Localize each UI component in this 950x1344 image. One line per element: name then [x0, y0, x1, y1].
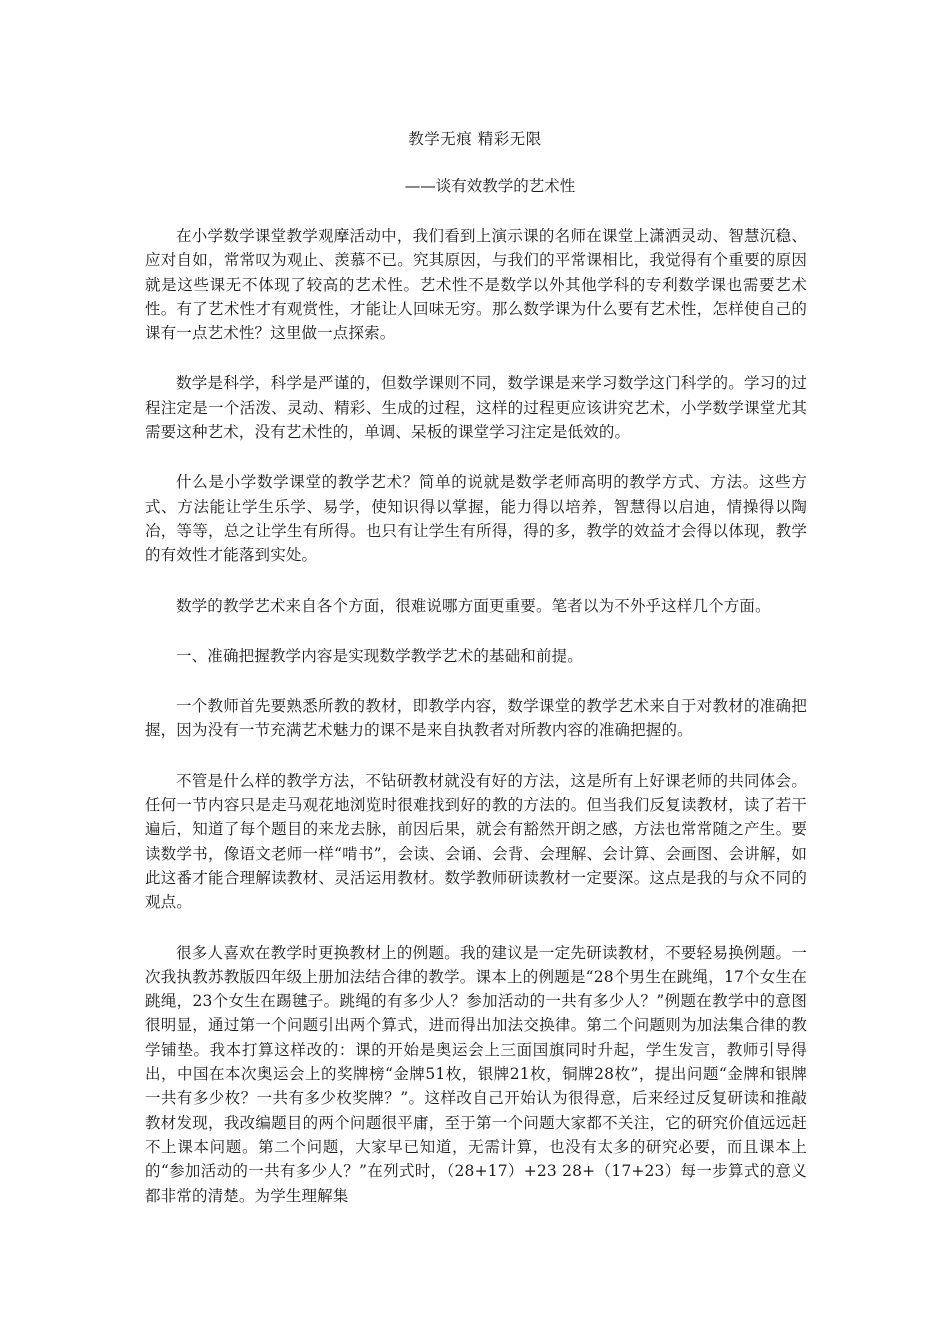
- document-subtitle: ——谈有效教学的艺术性: [404, 177, 576, 195]
- paragraph-intro: 在小学数学课堂教学观摩活动中，我们看到上演示课的名师在课堂上潇洒灵动、智慧沉稳、应对自如，常常叹为观止、羡慕不已。究其原因，与我们的平常课相比，我觉得有个重要的原因就是这些课无不体现了较高的艺术性。艺术性不是数学以外其他学科的专利数学课也需要艺术性。有了艺术性才有观赏性，才能让人回味无穷。那么数学课为什么要有艺术性，怎样使自己的课有一点艺术性？这里做一点探索。: [145, 227, 807, 343]
- paragraph-math-is-science: 数学是科学，科学是严谨的，但数学课则不同，数学课是来学习数学这门科学的。学习的过程注定是一个活泼、灵动、精彩、生成的过程，这样的过程更应该讲究艺术，小学数学课堂尤其需要这种艺术，没有艺术性的，单调、呆板的课堂学习注定是低效的。: [145, 374, 807, 442]
- paragraph-study-textbook: 不管是什么样的教学方法，不钻研教材就没有好的方法，这是所有上好课老师的共同体会。任何一节内容只是走马观花地浏览时很难找到好的教的方法的。但当我们反复读教材，读了若干遍后，知道了每个题目的来龙去脉，前因后果，就会有豁然开朗之感，方法也常常随之产生。要读数学书，像语文老师一样“啃书”，会读、会诵、会背、会理解、会计算、会画图、会讲解，如此这番才能合理解读教材、灵活运用教材。数学教师研读教材一定要深。这点是我的与众不同的观点。: [145, 771, 807, 912]
- section-heading-1: 一、准确把握教学内容是实现数学教学艺术的基础和前提。: [176, 646, 583, 665]
- document-title: 教学无痕 精彩无限: [408, 130, 542, 148]
- paragraph-know-textbook: 一个教师首先要熟悉所教的教材，即教学内容，数学课堂的教学艺术来自于对教材的准确把握，因为没有一节充满艺术魅力的课不是来自执教者对所教内容的准确把握的。: [145, 697, 807, 740]
- paragraph-teaching-art-definition: 什么是小学数学课堂的教学艺术？简单的说就是数学老师高明的教学方式、方法。这些方式、方法能让学生乐学、易学，使知识得以掌握，能力得以培养，智慧得以启迪，情操得以陶冶，等等，总之让学生有所得。也只有让学生有所得，得的多，教学的效益才会得以体现，教学的有效性才能落到实处。: [145, 473, 807, 565]
- paragraph-example-change: 很多人喜欢在教学时更换教材上的例题。我的建议是一定先研读教材，不要轻易换例题。一次我执教苏教版四年级上册加法结合律的教学。课本上的例题是“28个男生在跳绳，17个女生在跳绳，23个女生在踢毽子。跳绳的有多少人？参加活动的一共有多少人？”例题在教学中的意图很明显，通过第一个问题引出两个算式，进而得出加法交换律。第二个问题则为加法集合律的教学铺垫。我本打算这样改的：课的开始是奥运会上三面国旗同时升起，学生发言，教师引导得出，中国在本次奥运会上的奖牌榜“金牌51枚，银牌21枚，铜牌28枚”，提出问题“金牌和银牌一共有多少枚？一共有多少枚奖牌？”。这样改自己开始认为很得意，后来经过反复研读和推敲教材发现，我改编题目的两个问题很平庸，至于第一个问题大家都不关注，它的研究价值远远赶不上课本问题。第二个问题，大家早已知道，无需计算，也没有太多的研究必要，而且课本上的“参加活动的一共有多少人？”在列式时，（28+17）+23 28+（17+23）每一步算式的意义都非常的清楚。为学生理解集: [145, 943, 807, 1205]
- document-body: [145, 224, 807, 1208]
- paragraph-aspects: 数学的教学艺术来自各个方面，很难说哪方面更重要。笔者以为不外乎这样几个方面。: [176, 596, 771, 615]
